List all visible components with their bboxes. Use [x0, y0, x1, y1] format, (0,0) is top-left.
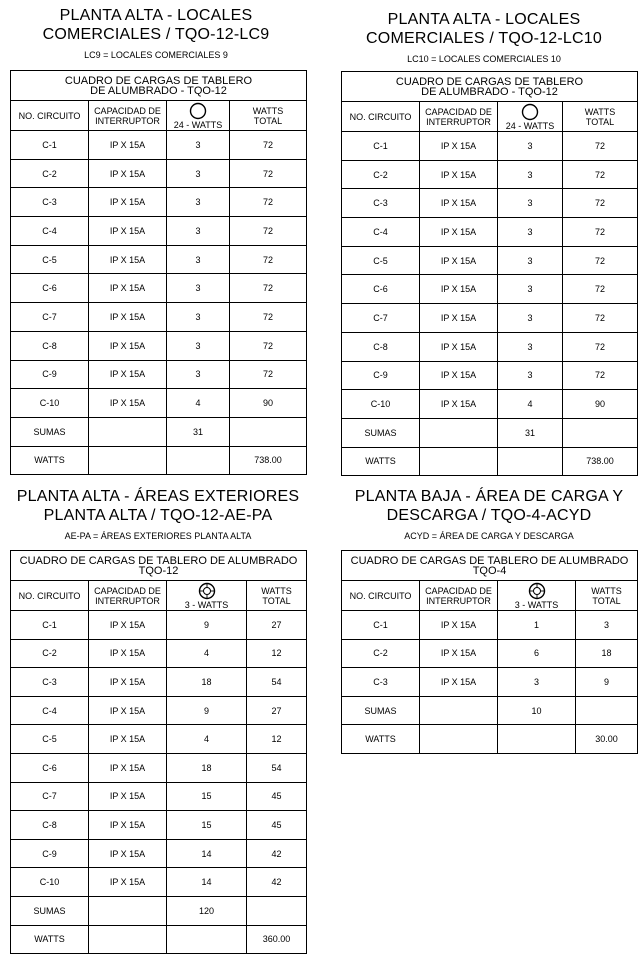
cell-breaker: IP X 15A — [89, 245, 167, 274]
cell-qty: 3 — [498, 332, 563, 361]
empty-cell — [576, 696, 638, 725]
load-table-lc10 — [341, 71, 638, 476]
panel-title-line2: PLANTA ALTA / TQO-12-AE-PA — [43, 507, 273, 524]
cell-circuit: C-3 — [11, 668, 89, 697]
cell-circuit: C-8 — [11, 811, 89, 840]
cell-circuit: C-1 — [342, 611, 420, 640]
cell-circuit: C-9 — [342, 361, 420, 390]
cell-breaker: IP X 15A — [420, 668, 498, 697]
cell-qty: 3 — [167, 303, 230, 332]
cell-circuit: C-3 — [342, 189, 420, 218]
header-watts-total — [563, 102, 638, 132]
header-watts-line2: TOTAL — [262, 595, 291, 606]
table-row — [11, 360, 307, 389]
table-row — [342, 246, 638, 275]
cell-watts: 72 — [230, 274, 307, 303]
table-row — [342, 189, 638, 218]
empty-cell — [420, 725, 498, 754]
panel-subtitle: LC9 = LOCALES COMERCIALES 9 — [84, 50, 228, 60]
header-load — [498, 581, 576, 611]
cell-watts: 42 — [247, 868, 307, 897]
cell-watts: 72 — [563, 332, 638, 361]
cell-circuit: C-1 — [342, 132, 420, 161]
cell-breaker: IP X 15A — [89, 159, 167, 188]
table-row — [11, 274, 307, 303]
cell-breaker: IP X 15A — [420, 304, 498, 333]
cell-circuit: C-7 — [11, 303, 89, 332]
cell-qty: 9 — [167, 611, 247, 640]
circle-lamp-icon — [521, 103, 539, 121]
cell-watts: 72 — [563, 304, 638, 333]
table-caption-line2: DE ALUMBRADO - TQO-12 — [421, 85, 558, 98]
cell-watts: 72 — [230, 331, 307, 360]
cell-watts: 72 — [230, 131, 307, 160]
header-capacity — [420, 581, 498, 611]
panel-title-line1: PLANTA ALTA - LOCALES — [59, 7, 253, 24]
panel-title — [10, 487, 306, 525]
cell-qty: 3 — [167, 159, 230, 188]
cell-watts: 42 — [247, 839, 307, 868]
empty-cell — [89, 417, 167, 446]
cell-qty: 18 — [167, 753, 247, 782]
cell-circuit: C-5 — [11, 245, 89, 274]
empty-cell — [563, 418, 638, 447]
panel-title-line1: PLANTA BAJA - ÁREA DE CARGA Y — [354, 488, 624, 505]
cell-qty: 4 — [498, 390, 563, 419]
table-row — [342, 304, 638, 333]
cell-breaker: IP X 15A — [420, 390, 498, 419]
panel-title-line1: PLANTA ALTA - ÁREAS EXTERIORES — [16, 488, 300, 505]
table-row — [342, 390, 638, 419]
cell-watts: 72 — [230, 159, 307, 188]
cell-watts: 27 — [247, 696, 307, 725]
sums-label: SUMAS — [342, 418, 420, 447]
header-circuit: NO. CIRCUITO — [11, 101, 89, 131]
table-row — [342, 132, 638, 161]
cell-qty: 1 — [498, 611, 576, 640]
cell-breaker: IP X 15A — [89, 303, 167, 332]
cell-breaker: IP X 15A — [89, 753, 167, 782]
empty-cell — [167, 446, 230, 475]
cell-watts: 18 — [576, 639, 638, 668]
cell-qty: 14 — [167, 839, 247, 868]
header-watts-line1: WATTS — [584, 106, 616, 117]
panel-title-line1: PLANTA ALTA - LOCALES — [387, 11, 581, 28]
empty-cell — [230, 417, 307, 446]
empty-cell — [498, 725, 576, 754]
cell-qty: 4 — [167, 639, 247, 668]
cell-breaker: IP X 15A — [420, 218, 498, 247]
cell-watts: 12 — [247, 639, 307, 668]
table-row — [11, 331, 307, 360]
cell-watts: 72 — [230, 245, 307, 274]
panel-title-line2: COMERCIALES / TQO-12-LC9 — [42, 26, 270, 43]
table-row — [11, 159, 307, 188]
panel-title — [338, 10, 630, 48]
cell-circuit: C-10 — [11, 389, 89, 418]
cell-circuit: C-4 — [11, 217, 89, 246]
table-row — [342, 668, 638, 697]
cell-watts: 72 — [563, 189, 638, 218]
sums-qty: 31 — [498, 418, 563, 447]
cell-circuit: C-9 — [11, 839, 89, 868]
header-load — [167, 581, 247, 611]
empty-cell — [420, 418, 498, 447]
load-table-lc9 — [10, 70, 307, 475]
cell-qty: 4 — [167, 725, 247, 754]
cell-circuit: C-4 — [11, 696, 89, 725]
watts-label: WATTS — [342, 725, 420, 754]
cell-circuit: C-1 — [11, 611, 89, 640]
panel-subtitle: LC10 = LOCALES COMERCIALES 10 — [407, 54, 561, 64]
table-row — [11, 389, 307, 418]
cell-watts: 90 — [563, 390, 638, 419]
table-sums-row — [342, 696, 638, 725]
cell-watts: 72 — [230, 217, 307, 246]
header-capacity — [420, 102, 498, 132]
cell-qty: 15 — [167, 782, 247, 811]
cell-circuit: C-6 — [342, 275, 420, 304]
cell-watts: 72 — [563, 275, 638, 304]
cell-qty: 3 — [167, 274, 230, 303]
cell-breaker: IP X 15A — [89, 868, 167, 897]
sums-qty: 120 — [167, 896, 247, 925]
watts-label: WATTS — [11, 446, 89, 475]
cell-qty: 3 — [167, 188, 230, 217]
cell-watts: 54 — [247, 753, 307, 782]
cell-watts: 72 — [230, 303, 307, 332]
table-row — [11, 725, 307, 754]
table-sums-row — [11, 896, 307, 925]
header-watts-total — [247, 581, 307, 611]
table-row — [11, 868, 307, 897]
cell-breaker: IP X 15A — [420, 246, 498, 275]
table-row — [11, 839, 307, 868]
sums-label: SUMAS — [342, 696, 420, 725]
header-watts-line1: WATTS — [261, 585, 292, 596]
sums-label: SUMAS — [11, 896, 89, 925]
table-caption — [11, 551, 307, 581]
table-caption-line2: TQO-4 — [472, 564, 507, 577]
table-caption-row — [342, 551, 638, 581]
table-header-row — [342, 102, 638, 132]
header-watts-line1: WATTS — [591, 585, 622, 596]
cell-watts: 72 — [563, 361, 638, 390]
cell-breaker: IP X 15A — [89, 668, 167, 697]
table-caption-line1: CUADRO DE CARGAS DE TABLERO — [64, 74, 253, 87]
panel-lc10 — [338, 10, 630, 65]
header-load-label: 24 - WATTS — [173, 120, 223, 130]
sums-label: SUMAS — [11, 417, 89, 446]
cell-watts: 72 — [563, 160, 638, 189]
cell-watts: 90 — [230, 389, 307, 418]
cell-breaker: IP X 15A — [89, 639, 167, 668]
cell-breaker: IP X 15A — [89, 131, 167, 160]
sums-qty: 10 — [498, 696, 576, 725]
table-watts-row — [342, 447, 638, 476]
cell-breaker: IP X 15A — [89, 389, 167, 418]
table-row — [342, 639, 638, 668]
table-row — [11, 245, 307, 274]
cell-qty: 3 — [498, 132, 563, 161]
cell-circuit: C-4 — [342, 218, 420, 247]
table-sums-row — [342, 418, 638, 447]
cell-breaker: IP X 15A — [89, 811, 167, 840]
cell-circuit: C-6 — [11, 274, 89, 303]
empty-cell — [420, 696, 498, 725]
cell-circuit: C-2 — [342, 160, 420, 189]
panel-ae-pa — [10, 487, 306, 542]
sums-qty: 31 — [167, 417, 230, 446]
table-caption — [342, 72, 638, 102]
table-caption-row — [11, 551, 307, 581]
cell-circuit: C-7 — [11, 782, 89, 811]
panel-title-line2: DESCARGA / TQO-4-ACYD — [386, 507, 592, 524]
table-caption — [342, 551, 638, 581]
table-row — [342, 361, 638, 390]
exterior-lamp-icon — [528, 582, 546, 600]
circle-lamp-icon — [189, 102, 207, 120]
table-row — [342, 611, 638, 640]
watts-total: 738.00 — [563, 447, 638, 476]
panel-title — [10, 6, 302, 44]
cell-circuit: C-10 — [342, 390, 420, 419]
empty-cell — [89, 925, 167, 954]
cell-qty: 3 — [498, 218, 563, 247]
header-capacity-line2: INTERRUPTOR — [426, 595, 491, 606]
panel-acyd — [341, 487, 637, 542]
cell-qty: 3 — [498, 246, 563, 275]
table-header-row — [342, 581, 638, 611]
load-table-acyd — [341, 550, 638, 754]
cell-qty: 18 — [167, 668, 247, 697]
cell-qty: 9 — [167, 696, 247, 725]
cell-circuit: C-1 — [11, 131, 89, 160]
cell-watts: 27 — [247, 611, 307, 640]
cell-breaker: IP X 15A — [89, 611, 167, 640]
cell-qty: 6 — [498, 639, 576, 668]
cell-breaker: IP X 15A — [89, 274, 167, 303]
cell-qty: 3 — [167, 245, 230, 274]
panel-title-line2: COMERCIALES / TQO-12-LC10 — [366, 30, 602, 47]
cell-qty: 3 — [498, 304, 563, 333]
cell-qty: 15 — [167, 811, 247, 840]
cell-qty: 3 — [167, 131, 230, 160]
header-circuit: NO. CIRCUITO — [11, 581, 89, 611]
cell-circuit: C-10 — [11, 868, 89, 897]
watts-total: 360.00 — [247, 925, 307, 954]
table-caption-line1: CUADRO DE CARGAS DE TABLERO DE ALUMBRADO — [19, 554, 298, 567]
cell-circuit: C-9 — [11, 360, 89, 389]
table-row — [11, 303, 307, 332]
table-watts-row — [11, 925, 307, 954]
cell-qty: 3 — [498, 160, 563, 189]
table-row — [11, 668, 307, 697]
cell-breaker: IP X 15A — [89, 217, 167, 246]
header-watts-line1: WATTS — [252, 105, 284, 116]
cell-qty: 14 — [167, 868, 247, 897]
header-capacity-line1: CAPACIDAD DE — [94, 585, 161, 596]
cell-circuit: C-6 — [11, 753, 89, 782]
cell-breaker: IP X 15A — [89, 188, 167, 217]
cell-watts: 45 — [247, 782, 307, 811]
cell-breaker: IP X 15A — [420, 275, 498, 304]
table-caption-line2: TQO-12 — [138, 564, 179, 577]
header-watts-line2: TOTAL — [253, 115, 283, 126]
table-header-row — [11, 101, 307, 131]
cell-watts: 72 — [563, 246, 638, 275]
cell-circuit: C-8 — [342, 332, 420, 361]
cell-circuit: C-7 — [342, 304, 420, 333]
cell-watts: 9 — [576, 668, 638, 697]
cell-breaker: IP X 15A — [89, 839, 167, 868]
load-table-ae-pa — [10, 550, 307, 954]
cell-watts: 72 — [230, 360, 307, 389]
cell-breaker: IP X 15A — [420, 639, 498, 668]
table-row — [342, 218, 638, 247]
cell-circuit: C-3 — [342, 668, 420, 697]
table-header-row — [11, 581, 307, 611]
cell-breaker: IP X 15A — [89, 696, 167, 725]
cell-breaker: IP X 15A — [420, 189, 498, 218]
watts-total: 30.00 — [576, 725, 638, 754]
header-capacity — [89, 101, 167, 131]
header-load — [167, 101, 230, 131]
empty-cell — [89, 896, 167, 925]
empty-cell — [247, 896, 307, 925]
header-circuit: NO. CIRCUITO — [342, 102, 420, 132]
panel-title — [341, 487, 637, 525]
watts-label: WATTS — [342, 447, 420, 476]
header-capacity-line1: CAPACIDAD DE — [94, 105, 161, 116]
table-watts-row — [11, 446, 307, 475]
header-load-label: 3 - WATTS — [514, 600, 559, 610]
cell-breaker: IP X 15A — [420, 611, 498, 640]
table-row — [11, 611, 307, 640]
header-capacity-line1: CAPACIDAD DE — [425, 585, 492, 596]
table-caption-line2: DE ALUMBRADO - TQO-12 — [90, 84, 227, 97]
header-capacity — [89, 581, 167, 611]
cell-breaker: IP X 15A — [89, 360, 167, 389]
table-row — [342, 275, 638, 304]
empty-cell — [420, 447, 498, 476]
header-capacity-line2: INTERRUPTOR — [426, 116, 491, 127]
cell-watts: 54 — [247, 668, 307, 697]
cell-breaker: IP X 15A — [89, 782, 167, 811]
cell-circuit: C-3 — [11, 188, 89, 217]
header-load — [498, 102, 563, 132]
table-caption-line1: CUADRO DE CARGAS DE TABLERO DE ALUMBRADO — [350, 554, 629, 567]
header-capacity-line2: INTERRUPTOR — [95, 595, 160, 606]
cell-breaker: IP X 15A — [420, 160, 498, 189]
table-row — [11, 696, 307, 725]
empty-cell — [167, 925, 247, 954]
header-circuit: NO. CIRCUITO — [342, 581, 420, 611]
cell-qty: 4 — [167, 389, 230, 418]
cell-breaker: IP X 15A — [420, 332, 498, 361]
cell-circuit: C-8 — [11, 331, 89, 360]
cell-watts: 72 — [563, 218, 638, 247]
table-watts-row — [342, 725, 638, 754]
cell-qty: 3 — [167, 331, 230, 360]
panel-subtitle: ACYD = ÁREA DE CARGA Y DESCARGA — [404, 531, 574, 541]
empty-cell — [498, 447, 563, 476]
cell-watts: 3 — [576, 611, 638, 640]
cell-qty: 3 — [167, 217, 230, 246]
watts-total: 738.00 — [230, 446, 307, 475]
panel-subtitle: AE-PA = ÁREAS EXTERIORES PLANTA ALTA — [64, 531, 252, 541]
table-row — [11, 753, 307, 782]
header-capacity-line2: INTERRUPTOR — [95, 115, 160, 126]
header-load-label: 3 - WATTS — [184, 600, 229, 610]
cell-breaker: IP X 15A — [89, 725, 167, 754]
table-row — [11, 639, 307, 668]
table-row — [11, 811, 307, 840]
exterior-lamp-icon — [198, 582, 216, 600]
watts-label: WATTS — [11, 925, 89, 954]
cell-qty: 3 — [498, 275, 563, 304]
cell-circuit: C-5 — [11, 725, 89, 754]
table-row — [11, 131, 307, 160]
header-watts-line2: TOTAL — [592, 595, 621, 606]
cell-circuit: C-2 — [11, 639, 89, 668]
cell-watts: 72 — [563, 132, 638, 161]
header-load-label: 24 - WATTS — [505, 121, 555, 131]
cell-qty: 3 — [498, 189, 563, 218]
cell-breaker: IP X 15A — [420, 132, 498, 161]
table-caption-row — [11, 71, 307, 101]
cell-watts: 45 — [247, 811, 307, 840]
cell-watts: 72 — [230, 188, 307, 217]
header-watts-line2: TOTAL — [585, 116, 615, 127]
table-sums-row — [11, 417, 307, 446]
table-caption-row — [342, 72, 638, 102]
table-row — [342, 160, 638, 189]
cell-qty: 3 — [498, 668, 576, 697]
header-capacity-line1: CAPACIDAD DE — [425, 106, 492, 117]
table-row — [11, 782, 307, 811]
table-caption — [11, 71, 307, 101]
header-watts-total — [576, 581, 638, 611]
table-row — [342, 332, 638, 361]
panel-lc9 — [10, 6, 302, 61]
table-row — [11, 188, 307, 217]
cell-circuit: C-2 — [11, 159, 89, 188]
cell-breaker: IP X 15A — [89, 331, 167, 360]
cell-circuit: C-2 — [342, 639, 420, 668]
cell-circuit: C-5 — [342, 246, 420, 275]
cell-qty: 3 — [167, 360, 230, 389]
table-caption-line1: CUADRO DE CARGAS DE TABLERO — [395, 75, 584, 88]
cell-watts: 12 — [247, 725, 307, 754]
table-row — [11, 217, 307, 246]
header-watts-total — [230, 101, 307, 131]
cell-breaker: IP X 15A — [420, 361, 498, 390]
empty-cell — [89, 446, 167, 475]
cell-qty: 3 — [498, 361, 563, 390]
